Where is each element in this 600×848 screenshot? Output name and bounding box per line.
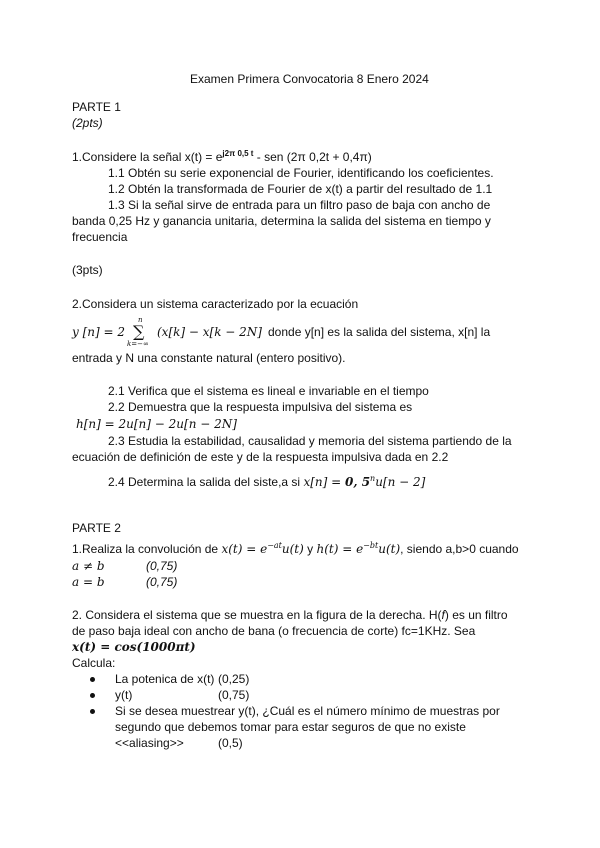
q1-3-line2: banda 0,25 Hz y ganancia unitaria, determina la salida del sistema en tiempo y xyxy=(72,214,491,228)
bullet-2-label: y(t) xyxy=(115,688,133,702)
p2-q1-text: 1.Realiza la convolución de xyxy=(72,542,222,556)
q2-line2: entrada y N una constante natural (entero positivo). xyxy=(72,351,346,365)
p2-q1-x-exp: −at xyxy=(267,541,282,550)
part2-heading: PARTE 2 xyxy=(72,521,121,535)
sum-icon: ∑ xyxy=(133,322,145,341)
q2-4-base: 0, 5 xyxy=(344,475,371,489)
q2-4-exponent: n xyxy=(370,474,376,483)
q1-intro: 1.Considere la señal x(t) = e xyxy=(72,150,223,164)
q1-3-line3: frecuencia xyxy=(72,230,128,244)
part1-heading: PARTE 1 xyxy=(72,100,121,114)
q2-3-line1: 2.3 Estudia la estabilidad, causalidad y memoria del sistema partiendo de la xyxy=(108,434,512,448)
q2-eq-rhs: (x[k] − x[k − 2N] xyxy=(157,325,262,339)
bullet-2-pts: (0,75) xyxy=(218,688,250,702)
p2-q2-line1 xyxy=(72,608,508,623)
p2-case1-eq: a ≠ b xyxy=(72,559,105,573)
q2-4-eq-rhs: u[n − 2] xyxy=(375,475,426,489)
bullet-item-1 xyxy=(90,672,214,687)
p2-q1-x-u: u(t) xyxy=(281,542,304,556)
part1-points-2: (3pts) xyxy=(72,263,103,277)
p2-q1-h: h(t) = e xyxy=(316,542,364,556)
p2-case2-eq: a = b xyxy=(72,575,105,589)
part1-points: (2pts) xyxy=(72,116,103,130)
q2-intro: 2.Considera un sistema caracterizado por la ecuación xyxy=(72,297,359,311)
bullet-item-2 xyxy=(90,688,132,703)
q2-4-eq-lhs: x[n] = xyxy=(303,475,345,489)
p2-q1-and: y xyxy=(303,542,317,556)
p2-q1-h-u: u(t) xyxy=(378,542,401,556)
p2-case1-pts: (0,75) xyxy=(146,559,178,573)
bullet-icon xyxy=(90,677,95,682)
q1-exponent: j2π 0,5 t xyxy=(222,149,254,158)
q1-3-line1: 1.3 Si la señal sirve de entrada para un filtro paso de baja con ancho de xyxy=(108,198,491,212)
q2-4-text: 2.4 Determina la salida del siste,a si xyxy=(108,475,304,489)
p2-q2-tail: ) es un filtro xyxy=(444,608,508,622)
bullet-3-line2: segundo que debemos tomar para estar seguros de que no existe xyxy=(115,720,466,734)
bullet-3-pts: (0,5) xyxy=(218,736,243,750)
p2-q2-line2: de paso baja ideal con ancho de bana (o frecuencia de corte) fc=1KHz. Sea xyxy=(72,624,476,638)
p2-q1-h-exp: −bt xyxy=(363,541,379,550)
sum-upper-limit: n xyxy=(138,316,143,324)
p2-q1 xyxy=(72,542,519,557)
q1-1: 1.1 Obtén su serie exponencial de Fourier, identificando los coeficientes. xyxy=(108,166,494,180)
q2-eq-text: donde y[n] es la salida del sistema, x[n] la xyxy=(268,325,491,339)
q2-2-equation: h[n] = 2u[n] − 2u[n − 2N] xyxy=(76,417,237,431)
q1-2: 1.2 Obtén la transformada de Fourier de x(t) a partir del resultado de 1.1 xyxy=(108,182,493,196)
p2-q1-tail: , siendo a,b>0 cuando xyxy=(400,542,519,556)
bullet-item-3 xyxy=(90,704,500,719)
q2-1: 2.1 Verifica que el sistema es lineal e invariable en el tiempo xyxy=(108,384,429,398)
bullet-3-line3: <<aliasing>> xyxy=(115,736,184,750)
q2-3-line2: ecuación de definición de este y de la respuesta impulsiva dada en 2.2 xyxy=(72,450,449,464)
bullet-3-line1: Si se desea muestrear y(t), ¿Cuál es el número mínimo de muestras por xyxy=(115,704,500,718)
q2-eq-lhs: y [n] = 2 xyxy=(72,325,126,339)
bullet-icon xyxy=(90,693,95,698)
calcula-label: Calcula: xyxy=(72,656,116,670)
bullet-icon xyxy=(90,709,95,714)
p2-q2-f: f xyxy=(441,608,445,622)
q2-4 xyxy=(108,475,425,490)
p2-q2-equation: x(t) = cos(1000πt) xyxy=(72,640,196,654)
bullet-1-label: La potenica de x(t) xyxy=(115,672,215,686)
bullet-1-pts: (0,25) xyxy=(218,672,250,686)
p2-q1-x: x(t) = e xyxy=(221,542,268,556)
sum-lower-limit: k=−∞ xyxy=(127,340,149,348)
q1-statement xyxy=(72,150,372,165)
exam-title: Examen Primera Convocatoria 8 Enero 2024 xyxy=(190,72,429,86)
p2-q2-text: 2. Considera el sistema que se muestra en la figura de la derecha. H( xyxy=(72,608,442,622)
q2-2: 2.2 Demuestra que la respuesta impulsiva del sistema es xyxy=(108,400,413,414)
q1-tail: - sen (2π 0,2t + 0,4π) xyxy=(256,150,372,164)
p2-case2-pts: (0,75) xyxy=(146,575,178,589)
